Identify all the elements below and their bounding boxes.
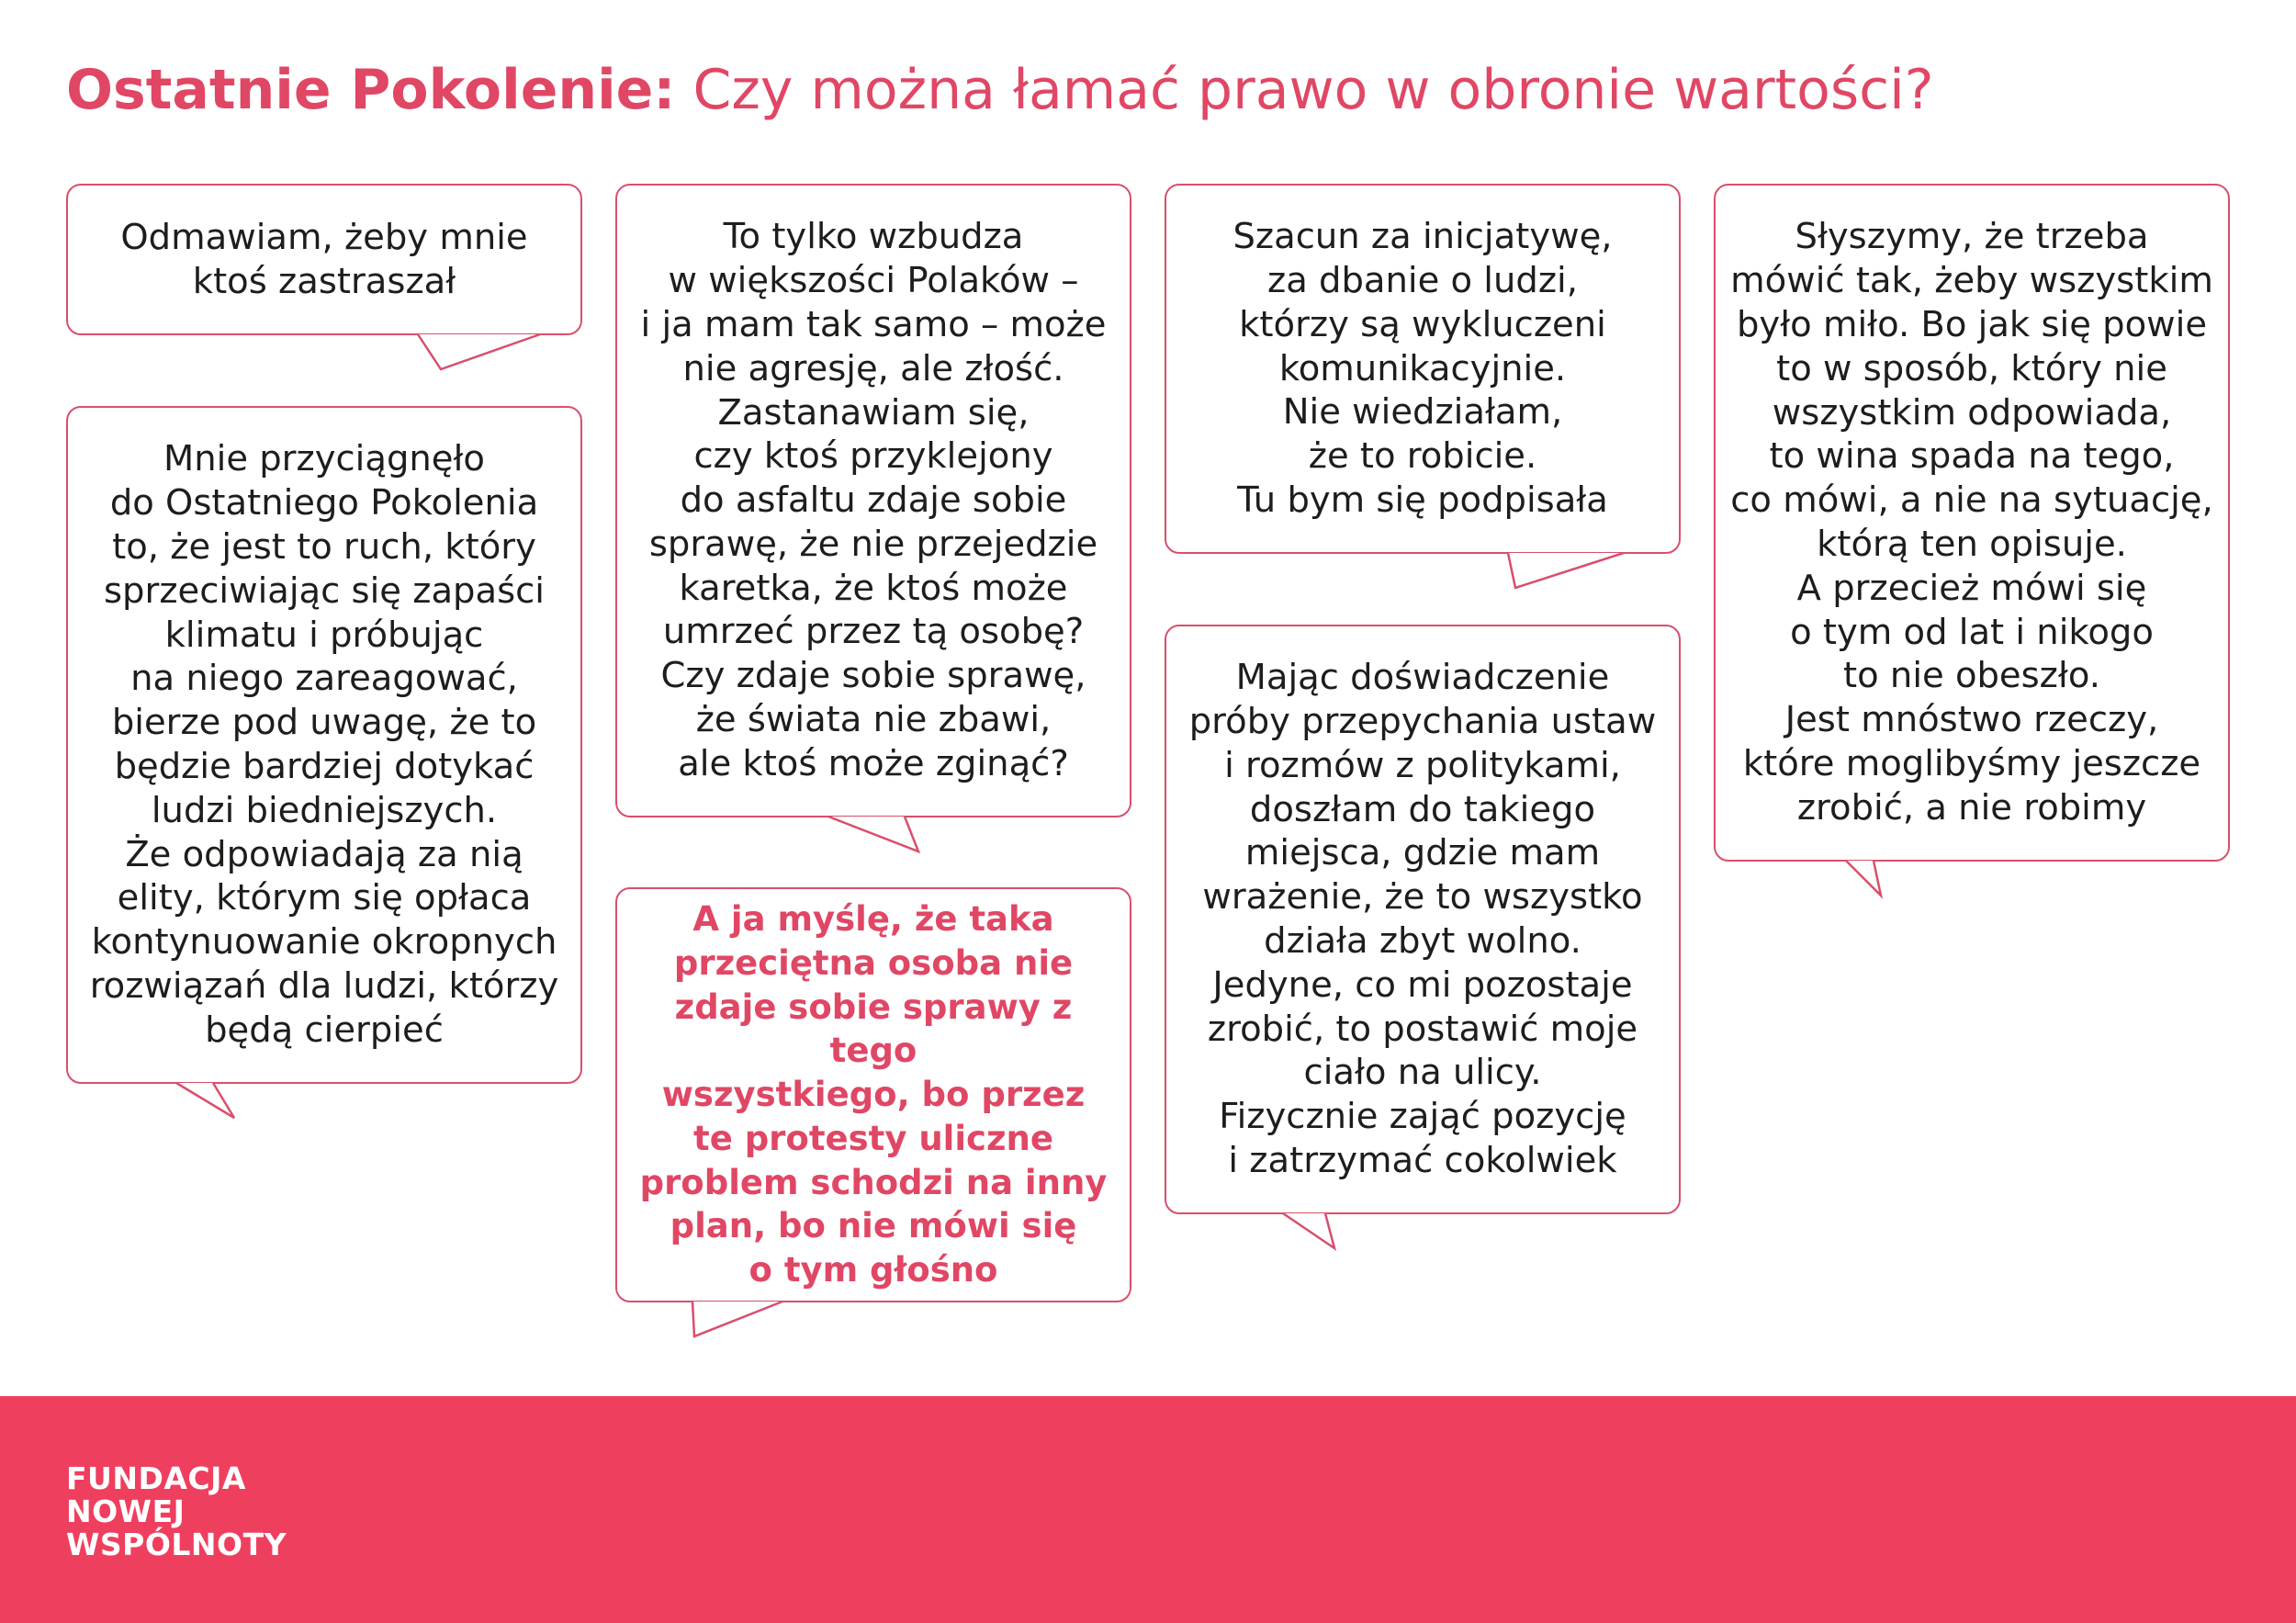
footer-band <box>0 1396 2296 1623</box>
page-title <box>66 58 1934 122</box>
logo-line-3: WSPÓLNOTY <box>66 1527 287 1562</box>
quote-bubble-4 <box>615 887 1131 1302</box>
quote-bubble-3 <box>615 184 1131 817</box>
quote-text-2: Mnie przyciągnęło do Ostatniego Pokolenia to, że jest to ruch, który sprzeciwiając się zapaści klimatu i próbując na niego zareagować, bierze pod uwagę, że to będzie bardziej dotykać ludzi biedniejszych. Że odpowiadają za nią elity, którym się opłaca kontynuowanie okropnych rozwiązań dla ludzi, którzy będą cierpieć <box>89 438 559 1051</box>
title-strong: Ostatnie Pokolenie: <box>66 58 676 122</box>
quote-bubble-2 <box>66 406 582 1084</box>
bubble-tail-2 <box>165 1079 257 1125</box>
bubble-tail-7 <box>1835 857 1945 903</box>
bubble-tail-4 <box>681 1298 792 1344</box>
quote-bubble-5 <box>1165 184 1681 554</box>
quote-text-4: A ja myślę, że taka przeciętna osoba nie zdaje sobie sprawy z tego wszystkiego, bo przez te protesty uliczne problem schodzi na inny plan, bo nie mówi się o tym głośno <box>639 898 1108 1291</box>
quote-text-1: Odmawiam, żeby mnie ktoś zastraszał <box>120 216 528 302</box>
quote-bubble-1 <box>66 184 582 335</box>
bubble-tail-5 <box>1497 549 1635 595</box>
logo-line-2: NOWEJ <box>66 1493 186 1529</box>
foundation-logo <box>66 1462 287 1561</box>
logo-line-1: FUNDACJA <box>66 1460 246 1496</box>
quote-text-5: Szacun za inicjatywę, za dbanie o ludzi, którzy są wykluczeni komunikacyjnie. Nie wiedziałam, że to robicie. Tu bym się podpisała <box>1232 216 1613 521</box>
quote-bubble-7 <box>1714 184 2230 862</box>
quote-text-7: Słyszymy, że trzeba mówić tak, żeby wszystkim było miło. Bo jak się powie to w sposób, który nie wszystkim odpowiada, to wina spada na tego, co mówi, a nie na sytuację, którą ten opisuje. A przecież mówi się o tym od lat i nikogo to nie obeszło. Jest mnóstwo rzeczy, które moglibyśmy jeszcze zrobić, a nie robimy <box>1730 216 2213 828</box>
bubble-tail-1 <box>404 331 551 377</box>
quote-text-3: To tylko wzbudza w większości Polaków – i ja mam tak samo – może nie agresję, ale złość. Zastanawiam się, czy ktoś przyklejony do asfaltu zdaje sobie sprawę, że nie przejedzie karetka, że ktoś może umrzeć przez tą osobę? Czy zdaje sobie sprawę, że świata nie zbawi, ale ktoś może zginąć? <box>640 216 1107 784</box>
quote-text-6: Mając doświadczenie próby przepychania ustaw i rozmów z politykami, doszłam do takiego miejsca, gdzie mam wrażenie, że to wszystko działa zbyt wolno. Jedyne, co mi pozostaje zrobić, to postawić moje ciało na ulicy. Fizycznie zająć pozycję i zatrzymać cokolwiek <box>1188 657 1657 1181</box>
bubble-tail-3 <box>817 813 928 859</box>
quote-bubble-6 <box>1165 625 1681 1214</box>
bubble-tail-6 <box>1272 1210 1382 1256</box>
title-light: Czy można łamać prawo w obronie wartości? <box>692 58 1934 122</box>
